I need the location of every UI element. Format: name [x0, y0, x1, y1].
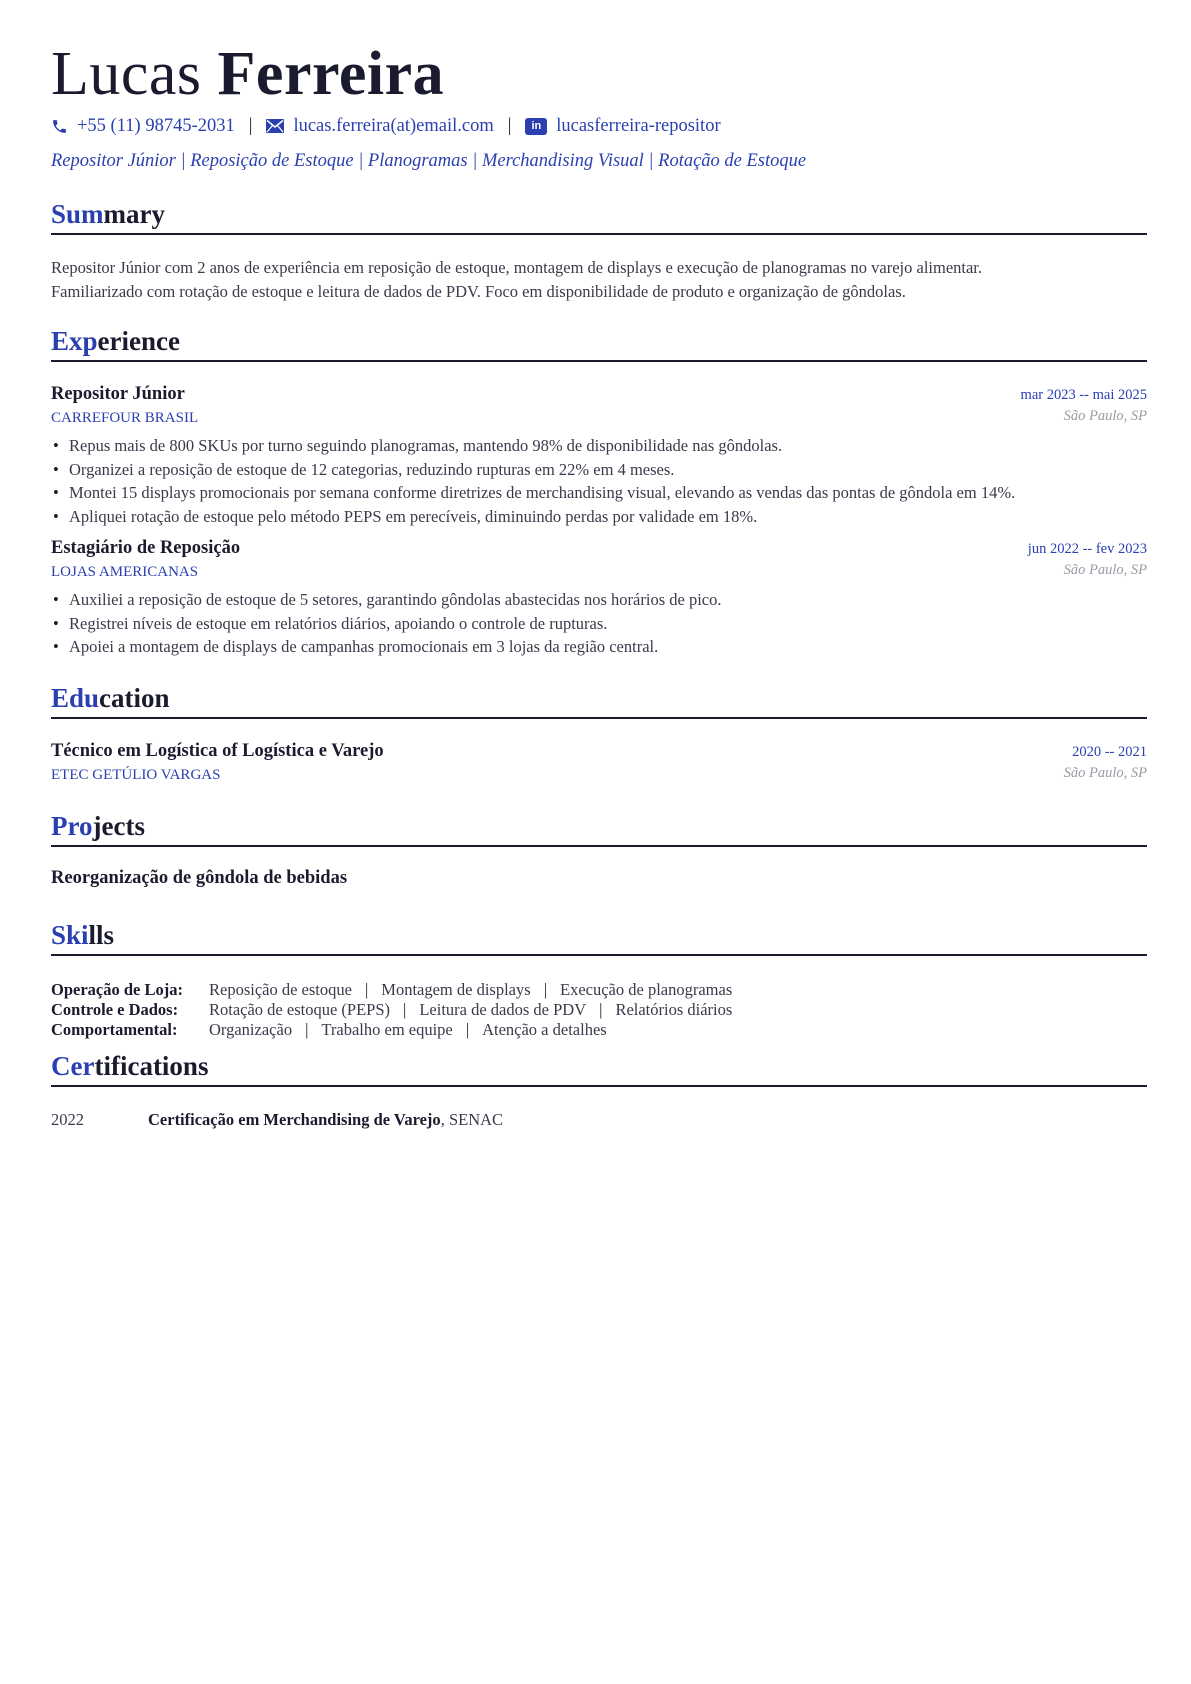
phone-icon [51, 118, 68, 135]
skill-item: Organização [209, 1020, 293, 1039]
bullet-item: • Apoiei a montagem de displays de campanhas promocionais em 3 lojas da região central. [51, 635, 1147, 659]
bullet-item: • Montei 15 displays promocionais por semana conforme diretrizes de merchandising visual, elevando as vendas das pontas de gôndola em 14%. [51, 481, 1147, 505]
bullet-item: • Apliquei rotação de estoque pelo método PEPS em perecíveis, diminuindo perdas por validade em 18%. [51, 505, 1147, 529]
headline-tagline: Repositor Júnior | Reposição de Estoque | Planogramas | Merchandising Visual | Rotação de Estoque [51, 151, 807, 171]
summary-line: Repositor Júnior com 2 anos de experiência em reposição de estoque, montagem de displays e execução de planogramas no varejo alimentar. [51, 258, 983, 277]
skill-item: Trabalho em equipe [321, 1020, 453, 1039]
skill-row: Operação de Loja: Reposição de estoque | Montagem de displays | Execução de planogramas [51, 980, 733, 999]
school-name: ETEC GETÚLIO VARGAS [51, 767, 221, 783]
certification-year: 2022 [51, 1110, 84, 1129]
job-bullets [51, 434, 1147, 528]
contact-separator: | [248, 116, 253, 136]
projects-heading: Projects [51, 809, 1147, 847]
skill-item: Leitura de dados de PDV [419, 1000, 587, 1019]
skill-item: Rotação de estoque (PEPS) [209, 1000, 391, 1019]
bullet-item: • Organizei a reposição de estoque de 12 categorias, reduzindo rupturas em 22% em 4 meses. [51, 458, 1147, 482]
certification-entry [148, 1110, 503, 1130]
summary-line: Familiarizado com rotação de estoque e leitura de dados de PDV. Foco em disponibilidade de produto e organização de gôndolas. [51, 282, 906, 301]
skills-heading: Skills [51, 918, 1147, 956]
education-location: São Paulo, SP [1063, 765, 1147, 781]
project-title: Reorganização de gôndola de bebidas [51, 868, 348, 888]
degree-title: Técnico em Logística of Logística e Varejo [51, 741, 384, 761]
skill-category: Operação de Loja: [51, 980, 183, 999]
experience-heading: Experience [51, 324, 1147, 362]
job-title: Repositor Júnior [51, 384, 185, 404]
skills-list [51, 980, 1147, 1040]
skill-row: Controle e Dados: Rotação de estoque (PEPS) | Leitura de dados de PDV | Relatórios diários [51, 1000, 733, 1019]
certification-name: Certificação em Merchandising de Varejo [148, 1110, 441, 1129]
education-dates: 2020 -- 2021 [1072, 744, 1147, 760]
linkedin-icon: in [525, 118, 547, 135]
skill-category: Comportamental: [51, 1020, 178, 1039]
bullet-item: • Repus mais de 800 SKUs por turno seguindo planogramas, mantendo 98% de disponibilidade nas gôndolas. [51, 434, 1147, 458]
skill-item: Reposição de estoque [209, 980, 352, 999]
job-bullets [51, 588, 1147, 659]
email-link[interactable] [266, 114, 493, 138]
candidate-name [51, 38, 444, 110]
skill-item: Relatórios diários [615, 1000, 733, 1019]
job-location: São Paulo, SP [1063, 562, 1147, 578]
skill-item: Montagem de displays [381, 980, 531, 999]
bullet-item: • Auxiliei a reposição de estoque de 5 setores, garantindo gôndolas abastecidas nos horários de pico. [51, 588, 1147, 612]
first-name: Lucas [51, 40, 202, 108]
job-location: São Paulo, SP [1063, 408, 1147, 424]
summary-text [51, 256, 1147, 304]
certification-issuer: , SENAC [440, 1110, 504, 1129]
job-title: Estagiário de Reposição [51, 538, 241, 558]
linkedin-text: lucasferreira-repositor [556, 116, 721, 136]
job-dates: mar 2023 -- mai 2025 [1020, 387, 1147, 403]
skill-item: Execução de planogramas [560, 980, 733, 999]
skill-row: Comportamental: Organização | Trabalho em equipe | Atenção a detalhes [51, 1020, 607, 1039]
contact-line [51, 114, 721, 138]
skill-item: Atenção a detalhes [482, 1020, 607, 1039]
last-name: Ferreira [217, 40, 445, 108]
bullet-item: • Registrei níveis de estoque em relatórios diários, apoiando o controle de rupturas. [51, 612, 1147, 636]
summary-heading: Summary [51, 197, 1147, 235]
skill-category: Controle e Dados: [51, 1000, 179, 1019]
certifications-heading: Certifications [51, 1049, 1147, 1087]
education-heading: Education [51, 681, 1147, 719]
linkedin-link[interactable] [525, 114, 720, 138]
company-name: LOJAS AMERICANAS [51, 564, 199, 580]
email-text: lucas.ferreira(at)email.com [293, 116, 494, 136]
job-dates: jun 2022 -- fev 2023 [1027, 541, 1147, 557]
phone-text: +55 (11) 98745-2031 [77, 116, 235, 136]
phone-link[interactable] [51, 114, 235, 138]
contact-separator: | [507, 116, 512, 136]
company-name: CARREFOUR BRASIL [51, 410, 199, 426]
envelope-icon [266, 119, 284, 133]
